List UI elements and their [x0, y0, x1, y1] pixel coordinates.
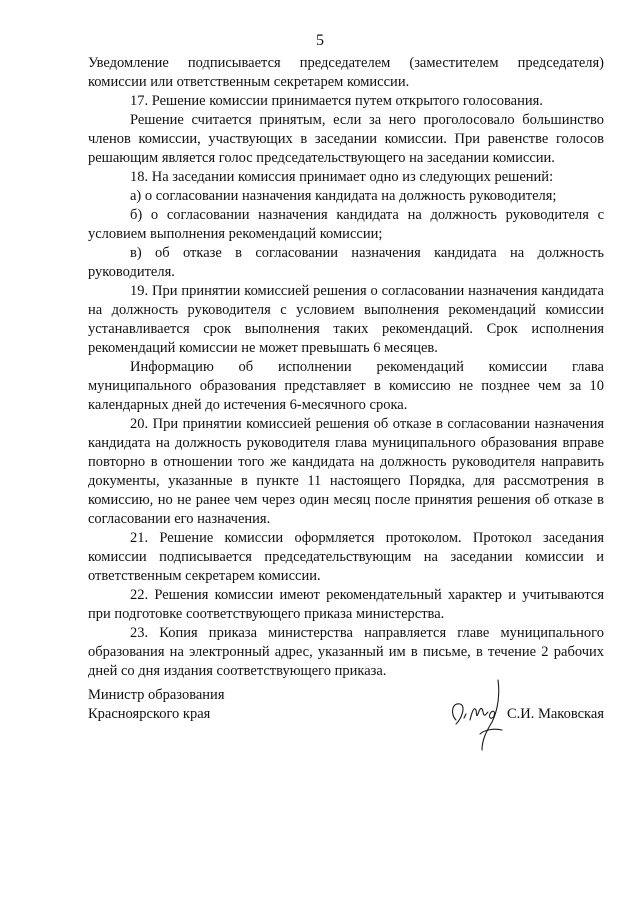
paragraph-notification-signing: Уведомление подписывается председателем (заместителем председателя) комиссии или ответственным секретарем комиссии.	[88, 55, 604, 90]
paragraph-23-order-copy: 23. Копия приказа министерства направляется главе муниципального образования на электронный адрес, указанный им в письме, в течение 2 рабочих дней со дня издания соответствующего приказа.	[88, 625, 604, 679]
signature-block	[88, 686, 604, 766]
paragraph-21-protocol: 21. Решение комиссии оформляется протоколом. Протокол заседания комиссии подписывается председательствующим на заседании комиссии и ответственным секретарем комиссии.	[88, 530, 604, 584]
paragraph-17-open-voting: 17. Решение комиссии принимается путем открытого голосования.	[130, 93, 543, 109]
handwritten-signature-icon	[442, 674, 512, 754]
signer-position-line-1: Министр образования	[88, 687, 225, 703]
document-body	[88, 54, 604, 681]
paragraph-22-advisory: 22. Решения комиссии имеют рекомендательный характер и учитываются при подготовке соответствующего приказа министерства.	[88, 587, 604, 622]
list-item-c: в) об отказе в согласовании назначения кандидата на должность руководителя.	[88, 245, 604, 280]
paragraph-recommendations-report: Информацию об исполнении рекомендаций комиссии глава муниципального образования представляет в комиссию не позднее чем за 10 календарных дней до истечения 6-месячного срока.	[88, 359, 604, 413]
signer-name: С.И. Маковская	[506, 706, 604, 722]
list-item-b: б) о согласовании назначения кандидата на должность руководителя с условием выполнения рекомендаций комиссии;	[88, 207, 604, 242]
page-number: 5	[316, 32, 324, 49]
signer-position-line-2: Красноярского края	[88, 706, 211, 722]
paragraph-19-recommendations-term: 19. При принятии комиссией решения о согласовании назначения кандидата на должность руководителя с условием выполнения рекомендаций комиссии устанавливается срок выполнения таких рекомендаций. Срок исполнения рекомендаций комиссии не может превышать 6 месяцев.	[88, 283, 604, 356]
paragraph-20-refusal: 20. При принятии комиссией решения об отказе в согласовании назначения кандидата на должность руководителя глава муниципального образования вправе повторно в отношении того же кандидата на должность руководителя направить документы, указанные в пункте 11 настоящего Порядка, для рассмотрения в комиссию, но не ранее чем через один месяц после принятия решения об отказе в согласовании его назначения.	[88, 416, 604, 527]
paragraph-18-decision-types: 18. На заседании комиссия принимает одно из следующих решений:	[130, 169, 554, 185]
paragraph-decision-majority: Решение считается принятым, если за него проголосовало большинство членов комиссии, участвующих в заседании комиссии. При равенстве голосов решающим является голос председательствующего на заседании комиссии.	[88, 112, 604, 166]
signer-position	[88, 686, 224, 724]
list-item-a: а) о согласовании назначения кандидата на должность руководителя;	[130, 188, 557, 204]
